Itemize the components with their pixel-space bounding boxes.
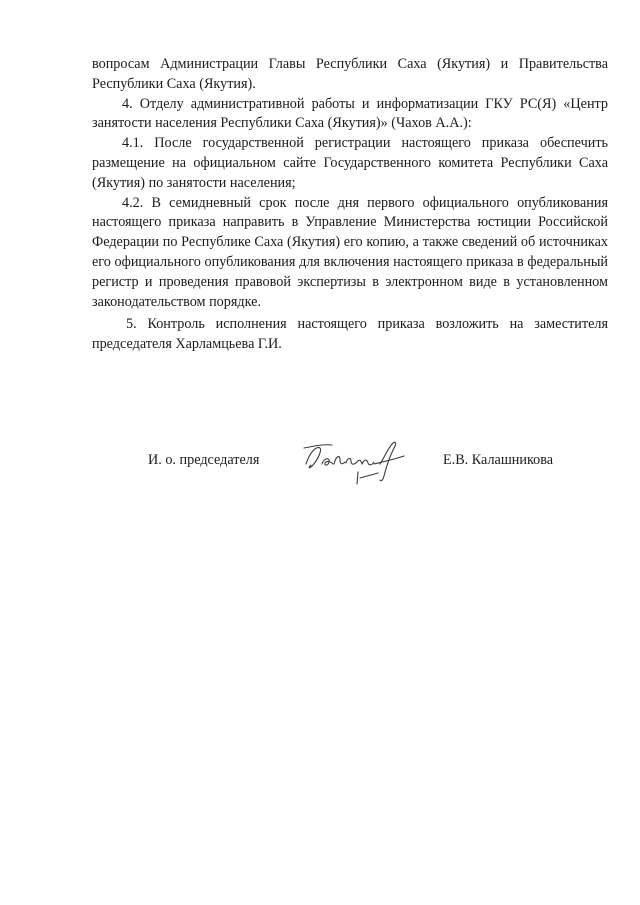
signatory-position: И. о. председателя <box>148 452 260 468</box>
paragraph-continuation: вопросам Администрации Главы Республики Саха (Якутия) и Правительства Республики Саха (Якутия). <box>92 56 608 92</box>
signature-block <box>0 438 640 498</box>
paragraph-item-4-1: 4.1. После государственной регистрации настоящего приказа обеспечить размещение на официальном сайте Государственного комитета Республики Саха (Якутия) по занятости населения; <box>92 135 608 191</box>
handwritten-signature <box>300 438 420 490</box>
document-body <box>92 55 608 355</box>
paragraph-item-5: 5. Контроль исполнения настоящего приказа возложить на заместителя председателя Харламцьева Г.И. <box>92 316 608 353</box>
paragraph-item-4: 4. Отделу административной работы и информатизации ГКУ РС(Я) «Центр занятости населения Республики Саха (Якутия)» (Чахов А.А.): <box>92 95 608 132</box>
signatory-name: Е.В. Калашникова <box>443 452 554 468</box>
paragraph-item-4-2: 4.2. В семидневный срок после дня первого официального опубликования настоящего приказа направить в Управление Министерства юстиции Российской Федерации по Республике Саха (Якутия) его копию, а также сведений об источниках его официального опубликования для включения настоящего приказа в федеральный регистр и проведения правовой экспертизы в электронном виде в установленном законодательством порядке. <box>92 194 608 310</box>
